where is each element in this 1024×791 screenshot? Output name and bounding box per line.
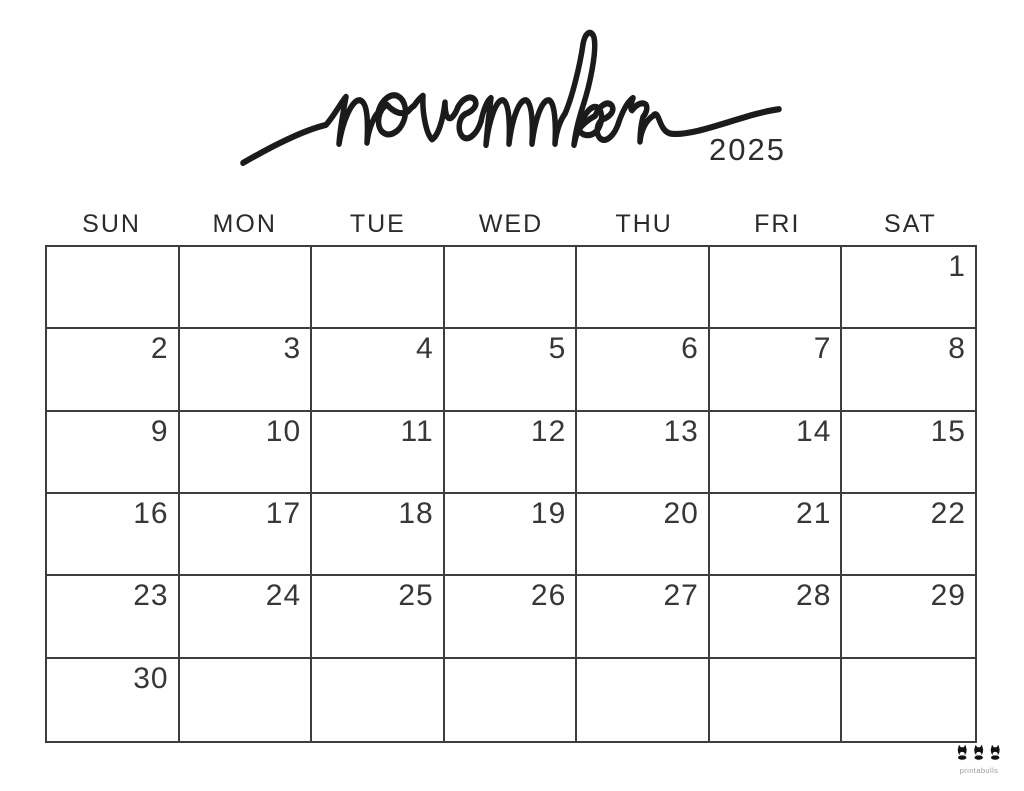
date-number: 14 [796, 414, 832, 448]
day-cell [47, 247, 180, 329]
date-number: 29 [930, 579, 966, 613]
script-letter-o [378, 95, 414, 134]
bulldog-icon [958, 745, 967, 760]
day-cell [842, 659, 975, 741]
date-number: 27 [663, 579, 699, 613]
date-number: 5 [548, 332, 567, 366]
day-cell [47, 659, 180, 741]
day-cell [842, 247, 975, 329]
day-cell [445, 659, 578, 741]
day-cell [842, 576, 975, 658]
date-number: 15 [930, 414, 966, 448]
bulldog-icon [974, 745, 983, 760]
day-cell [312, 329, 445, 411]
three-bulldogs-icon [956, 744, 1002, 760]
date-number: 3 [283, 332, 302, 366]
day-cell [47, 494, 180, 576]
date-number: 11 [400, 414, 434, 448]
day-cell [710, 412, 843, 494]
november-script-title [0, 0, 1024, 190]
date-number: 8 [948, 332, 966, 366]
day-cell [445, 412, 578, 494]
date-number: 19 [530, 497, 567, 530]
date-number: 22 [930, 497, 966, 530]
script-letter-m [481, 98, 565, 145]
date-number: 26 [530, 579, 567, 613]
day-cell [842, 494, 975, 576]
day-cell [312, 659, 445, 741]
script-letter-e [458, 97, 481, 138]
day-cell [180, 329, 313, 411]
day-cell [710, 576, 843, 658]
script-exit-flourish [653, 109, 779, 134]
day-cell [842, 329, 975, 411]
day-cell [47, 329, 180, 411]
date-number: 17 [265, 497, 302, 530]
day-cell [710, 659, 843, 741]
day-cell [445, 247, 578, 329]
day-cell [710, 494, 843, 576]
day-cell [710, 329, 843, 411]
date-number: 4 [416, 332, 434, 366]
weekday-header: MON [212, 210, 277, 238]
day-cell [445, 576, 578, 658]
day-cell [577, 412, 710, 494]
script-letter-r [619, 98, 653, 142]
printabulls-watermark [948, 744, 1010, 775]
day-cell [577, 576, 710, 658]
day-cell [180, 412, 313, 494]
date-number: 1 [948, 250, 966, 283]
day-cell [180, 659, 313, 741]
date-number: 13 [663, 414, 699, 448]
weekday-header: SAT [884, 210, 937, 238]
date-number: 7 [813, 332, 832, 366]
day-cell [180, 247, 313, 329]
day-cell [312, 576, 445, 658]
day-cell [577, 494, 710, 576]
date-number: 16 [133, 497, 169, 530]
day-cell [577, 247, 710, 329]
day-cell [577, 659, 710, 741]
day-cell [47, 412, 180, 494]
date-number: 21 [796, 497, 832, 530]
day-cell [577, 329, 710, 411]
watermark-label: printabulls [959, 766, 999, 775]
day-cell [842, 412, 975, 494]
date-number: 12 [530, 414, 567, 448]
day-cell [180, 494, 313, 576]
date-number: 2 [150, 332, 169, 366]
date-number: 24 [265, 579, 302, 613]
date-number: 28 [796, 579, 832, 613]
date-number: 9 [150, 414, 169, 448]
date-number: 25 [398, 579, 434, 613]
date-number: 23 [133, 579, 169, 613]
day-cell [445, 329, 578, 411]
date-number: 30 [133, 661, 169, 695]
weekday-header: WED [478, 210, 544, 238]
bulldog-icon [991, 745, 1000, 760]
day-cell [47, 576, 180, 658]
weekday-header: TUE [349, 210, 406, 238]
script-letter-e2 [595, 103, 619, 140]
weekday-header-row [45, 211, 977, 239]
day-cell [312, 494, 445, 576]
script-letter-n-with-entry-flourish [243, 97, 378, 163]
day-cell [710, 247, 843, 329]
date-number: 10 [265, 414, 302, 448]
script-letter-v [414, 96, 458, 140]
weekday-header: THU [615, 210, 673, 238]
day-cell [180, 576, 313, 658]
date-number: 20 [663, 497, 699, 530]
weekday-header: FRI [754, 210, 801, 238]
weekday-header: SUN [82, 210, 141, 238]
calendar-grid [45, 245, 977, 743]
date-number: 18 [398, 497, 434, 530]
day-cell [312, 247, 445, 329]
day-cell [312, 412, 445, 494]
date-number: 6 [681, 332, 699, 366]
year-label: 2025 [709, 132, 786, 167]
day-cell [445, 494, 578, 576]
